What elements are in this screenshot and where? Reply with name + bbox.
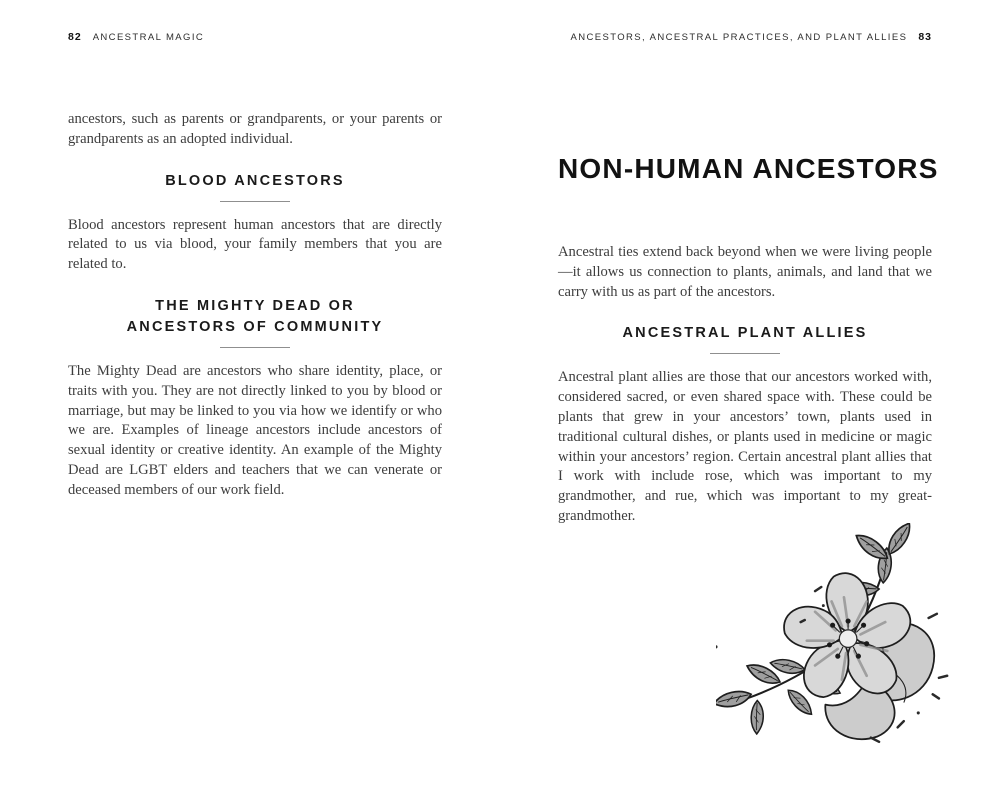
- right-page: [558, 0, 939, 800]
- section-rule: [220, 347, 290, 348]
- right-running-title: ANCESTORS, ANCESTRAL PRACTICES, AND PLANT ALLIES: [570, 32, 908, 43]
- wild-rose-illustration: [716, 523, 974, 748]
- left-running-head: [68, 31, 442, 43]
- paragraph-blood-ancestors: Blood ancestors represent human ancestors that are directly related to us via blood, your family members that you are related to.: [68, 216, 442, 273]
- left-running-title: ANCESTRAL MAGIC: [92, 32, 205, 43]
- section-heading-mighty-dead: THE MIGHTY DEAD OR ANCESTORS OF COMMUNITY: [126, 297, 384, 335]
- section-rule: [220, 201, 290, 202]
- chapter-title: NON-HUMAN ANCESTORS: [558, 153, 939, 184]
- paragraph-mighty-dead: The Mighty Dead are ancestors who share identity, place, or traits with you. They are not directly linked to you by blood or marriage, but may be linked to you via how we identify or who we are. Examples of lineage ancestors include ancestors of sexual identity or creative identity. An example of the Mighty Dead are LGBT elders and teachers that we can venerate or deceased members of our work field.: [68, 362, 442, 498]
- left-page-number: 82: [68, 31, 82, 43]
- section-rule: [710, 353, 780, 354]
- paragraph-intro-right: Ancestral ties extend back beyond when we were living people—it allows us connection to plants, animals, and land that we carry with us as part of the ancestors.: [558, 244, 932, 300]
- paragraph-plant-allies: Ancestral plant allies are those that our ancestors worked with, considered sacred, or even shared space with. These could be plants that grew in your ancestors’ town, plants used in traditional cultural dishes, or plants used in medicine or magic within your ancestors’ region. Certain ancestral plant allies that I work with include rose, which was important to my grandmother, and rue, which was important to my great-grandmother.: [558, 369, 932, 524]
- section-heading-plant-allies: ANCESTRAL PLANT ALLIES: [622, 325, 868, 342]
- paragraph-intro-left: ancestors, such as parents or grandparents, or your parents or grandparents as an adopted individual.: [68, 111, 442, 147]
- right-page-number: 83: [918, 31, 932, 43]
- left-page: [68, 0, 442, 800]
- section-heading-blood-ancestors: BLOOD ANCESTORS: [165, 172, 345, 189]
- right-running-head: [558, 31, 932, 43]
